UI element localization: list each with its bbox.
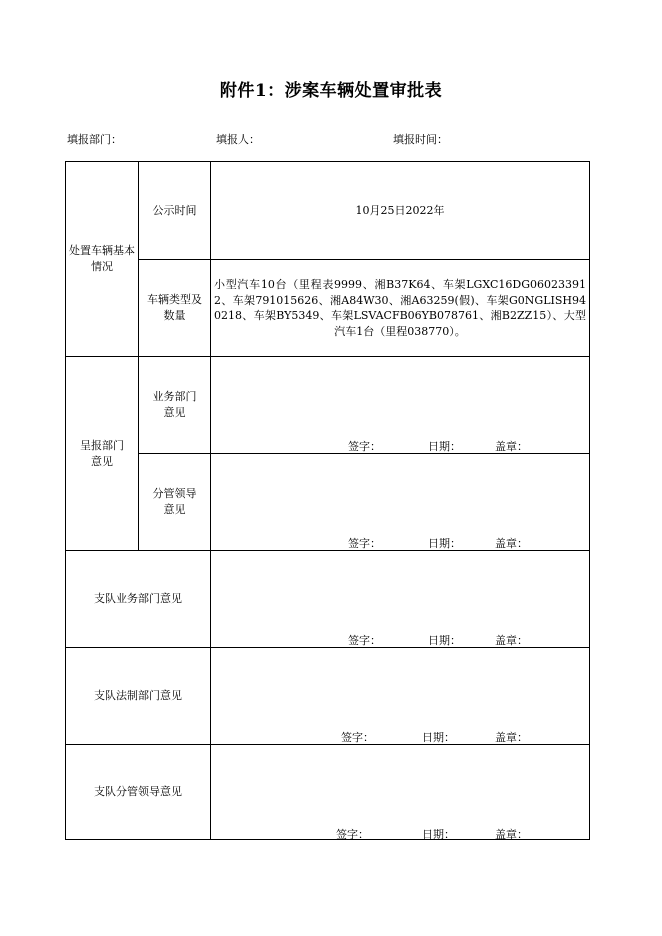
date-label: 日期： [422,828,455,841]
leader-opinion-label: 分管领导意见 [152,487,197,516]
date-label: 日期： [422,731,455,744]
detachment-leader-opinion-label: 支队分管领导意见 [94,785,182,798]
seal-label: 盖章： [495,731,528,744]
seal-label: 盖章： [495,537,528,550]
vehicle-type-count-label: 车辆类型及数量 [147,293,202,322]
business-dept-opinion-label: 业务部门意见 [152,390,197,419]
sign-label: 签字： [341,731,374,744]
seal-label: 盖章： [495,440,528,453]
sign-label: 签字： [348,537,381,550]
detachment-business-opinion-label: 支队业务部门意见 [94,592,182,605]
sign-label: 签字： [348,440,381,453]
sign-label: 签字： [348,634,381,647]
fill-department-label: 填报部门： [67,133,122,146]
publish-time-value: 10月25日2022年 [355,203,445,217]
date-label: 日期： [428,537,461,550]
publish-time-label: 公示时间 [152,203,197,217]
seal-label: 盖章： [495,828,528,841]
seal-label: 盖章： [495,634,528,647]
date-label: 日期： [428,634,461,647]
approval-table [65,161,590,840]
fill-reporter-label: 填报人： [216,133,260,146]
vehicle-type-count-value: 小型汽车10台（里程表9999、湘B37K64、车架LGXC16DG060233912、车架791015626、湘A84W30、湘A63259(假)、车架G0NGLISH940218、车架BY5349、车架LSVACFB06YB078761、湘B2ZZ15）、大型汽车1台（里程038770）。 [214,278,586,338]
fill-time-label: 填报时间： [393,133,448,146]
sign-label: 签字： [336,828,369,841]
section-vehicle-basic-info-label: 处置车辆基本情况 [69,244,135,273]
page-title: 附件1：涉案车辆处置审批表 [219,81,443,101]
reporting-dept-opinion-label: 呈报部门意见 [80,438,124,468]
detachment-legal-opinion-label: 支队法制部门意见 [94,689,182,702]
date-label: 日期： [428,440,461,453]
